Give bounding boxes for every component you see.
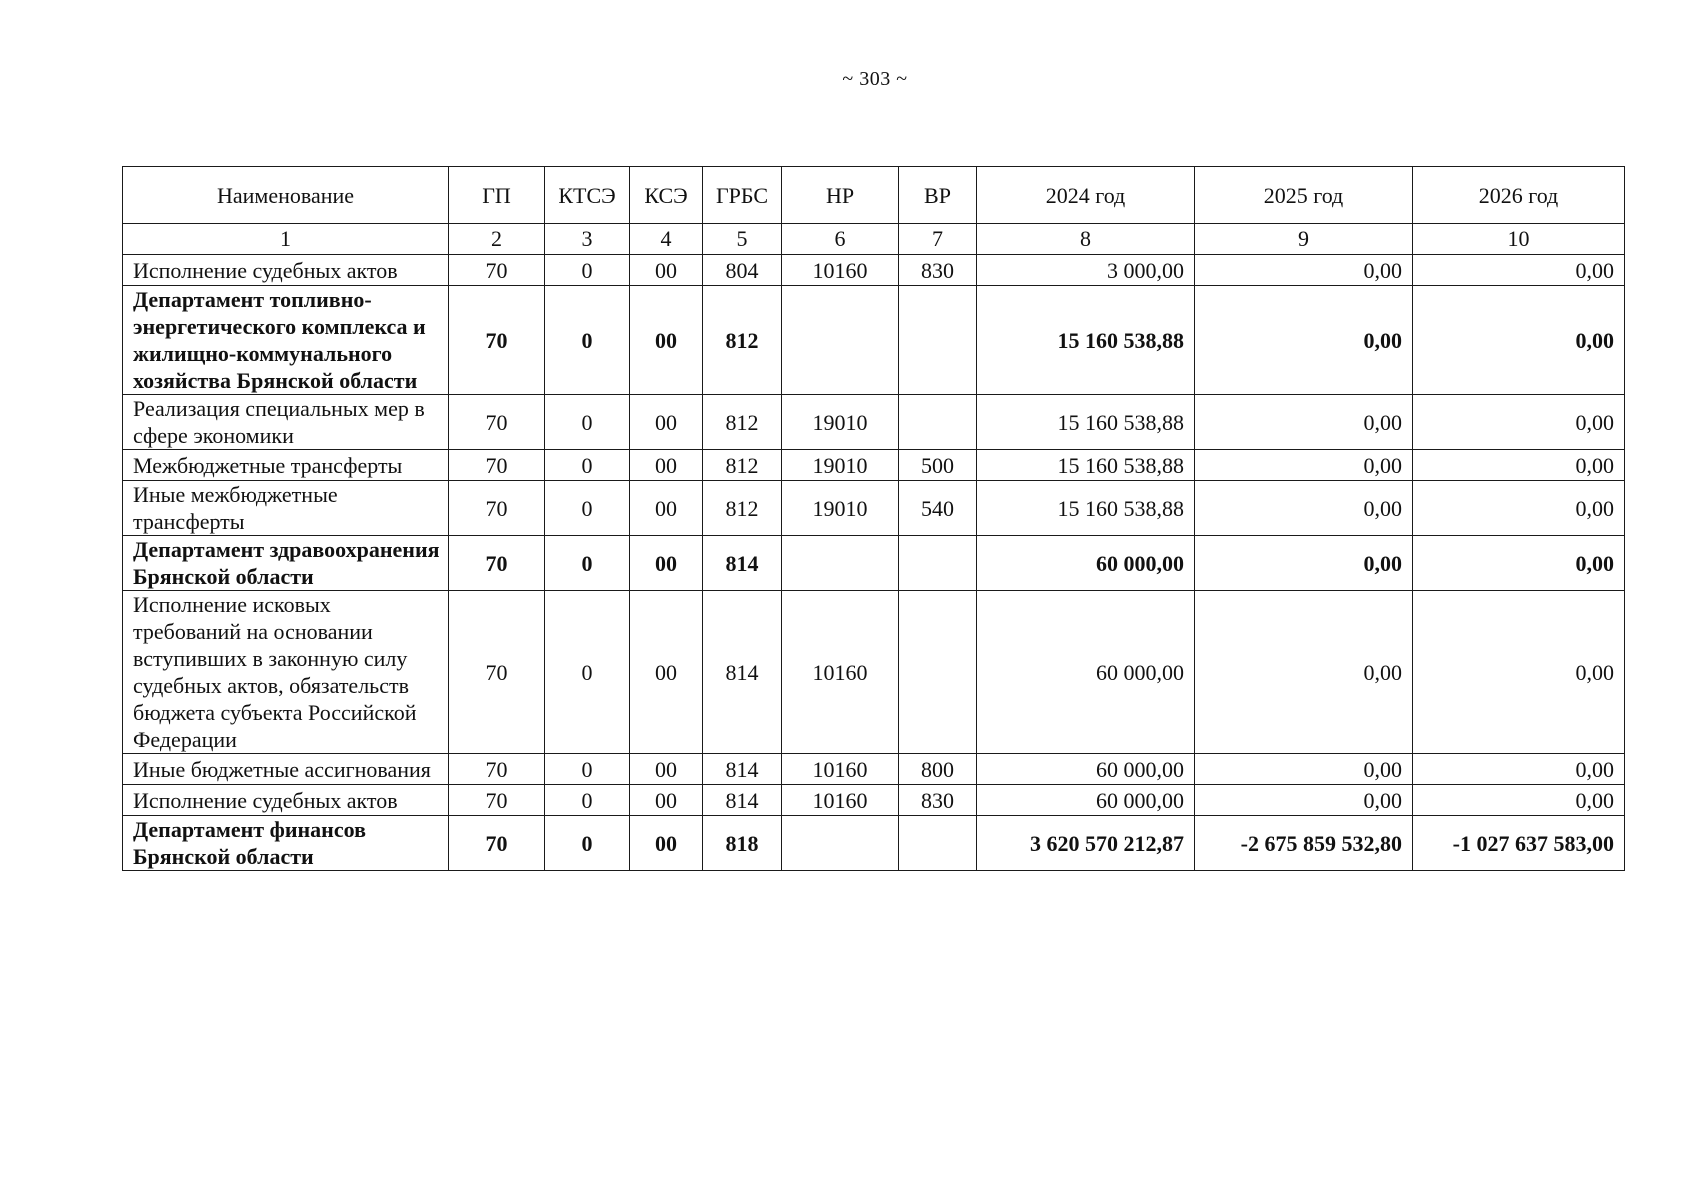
cell-name: Департамент финансов Брянской области <box>123 816 449 871</box>
cell-amount-2026: -1 027 637 583,00 <box>1413 816 1625 871</box>
cell-grbs: 812 <box>703 286 782 395</box>
cell-amount-2024: 15 160 538,88 <box>977 450 1195 481</box>
column-header-vr: ВР <box>899 167 977 224</box>
cell-grbs: 812 <box>703 395 782 450</box>
table-body <box>123 255 1625 871</box>
cell-amount-2024: 3 620 570 212,87 <box>977 816 1195 871</box>
column-header-grbs: ГРБС <box>703 167 782 224</box>
cell-amount-2026: 0,00 <box>1413 286 1625 395</box>
cell-amount-2026: 0,00 <box>1413 536 1625 591</box>
cell-grbs: 812 <box>703 481 782 536</box>
cell-gp: 70 <box>449 450 545 481</box>
cell-kse: 00 <box>630 816 703 871</box>
column-header-2024: 2024 год <box>977 167 1195 224</box>
cell-amount-2024: 60 000,00 <box>977 785 1195 816</box>
cell-amount-2026: 0,00 <box>1413 395 1625 450</box>
table-row-department <box>123 816 1625 871</box>
cell-name: Исполнение исковых требований на основании вступивших в законную силу судебных актов, обязательств бюджета субъекта Российской Федерации <box>123 591 449 754</box>
cell-grbs: 804 <box>703 255 782 286</box>
cell-grbs: 818 <box>703 816 782 871</box>
cell-nr: 10160 <box>782 754 899 785</box>
column-number: 8 <box>977 224 1195 255</box>
cell-ktse: 0 <box>545 591 630 754</box>
table-row <box>123 450 1625 481</box>
column-header-2026: 2026 год <box>1413 167 1625 224</box>
cell-amount-2026: 0,00 <box>1413 255 1625 286</box>
cell-amount-2025: 0,00 <box>1195 450 1413 481</box>
cell-name: Межбюджетные трансферты <box>123 450 449 481</box>
cell-vr <box>899 536 977 591</box>
column-header-gp: ГП <box>449 167 545 224</box>
cell-name: Исполнение судебных актов <box>123 785 449 816</box>
cell-ktse: 0 <box>545 481 630 536</box>
cell-amount-2026: 0,00 <box>1413 785 1625 816</box>
cell-gp: 70 <box>449 286 545 395</box>
column-header-2025: 2025 год <box>1195 167 1413 224</box>
cell-amount-2025: 0,00 <box>1195 754 1413 785</box>
cell-vr <box>899 395 977 450</box>
cell-vr: 540 <box>899 481 977 536</box>
cell-kse: 00 <box>630 395 703 450</box>
cell-kse: 00 <box>630 255 703 286</box>
cell-gp: 70 <box>449 785 545 816</box>
cell-amount-2024: 15 160 538,88 <box>977 481 1195 536</box>
table-row <box>123 785 1625 816</box>
cell-amount-2026: 0,00 <box>1413 450 1625 481</box>
cell-name: Департамент здравоохранения Брянской области <box>123 536 449 591</box>
cell-name: Департамент топливно-энергетического комплекса и жилищно-коммунального хозяйства Брянской области <box>123 286 449 395</box>
column-number: 4 <box>630 224 703 255</box>
column-number: 5 <box>703 224 782 255</box>
cell-ktse: 0 <box>545 255 630 286</box>
cell-nr: 19010 <box>782 450 899 481</box>
cell-name: Иные бюджетные ассигнования <box>123 754 449 785</box>
cell-kse: 00 <box>630 785 703 816</box>
cell-nr <box>782 816 899 871</box>
cell-ktse: 0 <box>545 754 630 785</box>
cell-vr <box>899 816 977 871</box>
cell-ktse: 0 <box>545 286 630 395</box>
cell-amount-2026: 0,00 <box>1413 481 1625 536</box>
cell-amount-2024: 3 000,00 <box>977 255 1195 286</box>
column-header-ktse: КТСЭ <box>545 167 630 224</box>
column-number-row <box>123 224 1625 255</box>
cell-nr: 10160 <box>782 785 899 816</box>
cell-name: Иные межбюджетные трансферты <box>123 481 449 536</box>
cell-amount-2025: 0,00 <box>1195 255 1413 286</box>
cell-kse: 00 <box>630 536 703 591</box>
cell-ktse: 0 <box>545 536 630 591</box>
cell-gp: 70 <box>449 255 545 286</box>
cell-vr: 800 <box>899 754 977 785</box>
cell-amount-2025: 0,00 <box>1195 785 1413 816</box>
cell-vr: 500 <box>899 450 977 481</box>
cell-amount-2025: 0,00 <box>1195 481 1413 536</box>
cell-nr: 10160 <box>782 591 899 754</box>
cell-name: Исполнение судебных актов <box>123 255 449 286</box>
cell-name: Реализация специальных мер в сфере экономики <box>123 395 449 450</box>
column-number: 9 <box>1195 224 1413 255</box>
page-number: ~ 303 ~ <box>842 68 908 90</box>
cell-nr <box>782 536 899 591</box>
cell-grbs: 814 <box>703 754 782 785</box>
cell-kse: 00 <box>630 450 703 481</box>
cell-ktse: 0 <box>545 395 630 450</box>
cell-gp: 70 <box>449 754 545 785</box>
cell-vr: 830 <box>899 785 977 816</box>
table-row-department <box>123 286 1625 395</box>
cell-kse: 00 <box>630 754 703 785</box>
column-number: 7 <box>899 224 977 255</box>
cell-amount-2024: 15 160 538,88 <box>977 395 1195 450</box>
table-header-row <box>123 167 1625 224</box>
cell-ktse: 0 <box>545 785 630 816</box>
table-row <box>123 481 1625 536</box>
cell-nr: 19010 <box>782 395 899 450</box>
table-row <box>123 754 1625 785</box>
cell-kse: 00 <box>630 286 703 395</box>
cell-vr <box>899 591 977 754</box>
cell-kse: 00 <box>630 591 703 754</box>
cell-amount-2024: 60 000,00 <box>977 591 1195 754</box>
cell-amount-2024: 60 000,00 <box>977 754 1195 785</box>
cell-amount-2025: 0,00 <box>1195 591 1413 754</box>
cell-vr <box>899 286 977 395</box>
cell-amount-2026: 0,00 <box>1413 754 1625 785</box>
column-number: 1 <box>123 224 449 255</box>
table-row <box>123 395 1625 450</box>
cell-nr <box>782 286 899 395</box>
cell-gp: 70 <box>449 816 545 871</box>
column-number: 6 <box>782 224 899 255</box>
cell-grbs: 814 <box>703 536 782 591</box>
column-number: 3 <box>545 224 630 255</box>
cell-amount-2025: -2 675 859 532,80 <box>1195 816 1413 871</box>
column-number: 10 <box>1413 224 1625 255</box>
cell-amount-2025: 0,00 <box>1195 286 1413 395</box>
cell-grbs: 814 <box>703 785 782 816</box>
cell-nr: 19010 <box>782 481 899 536</box>
cell-amount-2024: 15 160 538,88 <box>977 286 1195 395</box>
cell-grbs: 814 <box>703 591 782 754</box>
cell-gp: 70 <box>449 481 545 536</box>
column-number: 2 <box>449 224 545 255</box>
cell-gp: 70 <box>449 395 545 450</box>
cell-nr: 10160 <box>782 255 899 286</box>
cell-grbs: 812 <box>703 450 782 481</box>
cell-amount-2025: 0,00 <box>1195 395 1413 450</box>
cell-amount-2026: 0,00 <box>1413 591 1625 754</box>
cell-amount-2024: 60 000,00 <box>977 536 1195 591</box>
column-header-kse: КСЭ <box>630 167 703 224</box>
cell-ktse: 0 <box>545 816 630 871</box>
cell-kse: 00 <box>630 481 703 536</box>
table-row <box>123 255 1625 286</box>
budget-table <box>122 166 1625 871</box>
column-header-nr: НР <box>782 167 899 224</box>
cell-vr: 830 <box>899 255 977 286</box>
cell-ktse: 0 <box>545 450 630 481</box>
column-header-name: Наименование <box>123 167 449 224</box>
cell-gp: 70 <box>449 591 545 754</box>
cell-amount-2025: 0,00 <box>1195 536 1413 591</box>
cell-gp: 70 <box>449 536 545 591</box>
table-row <box>123 591 1625 754</box>
table-row-department <box>123 536 1625 591</box>
